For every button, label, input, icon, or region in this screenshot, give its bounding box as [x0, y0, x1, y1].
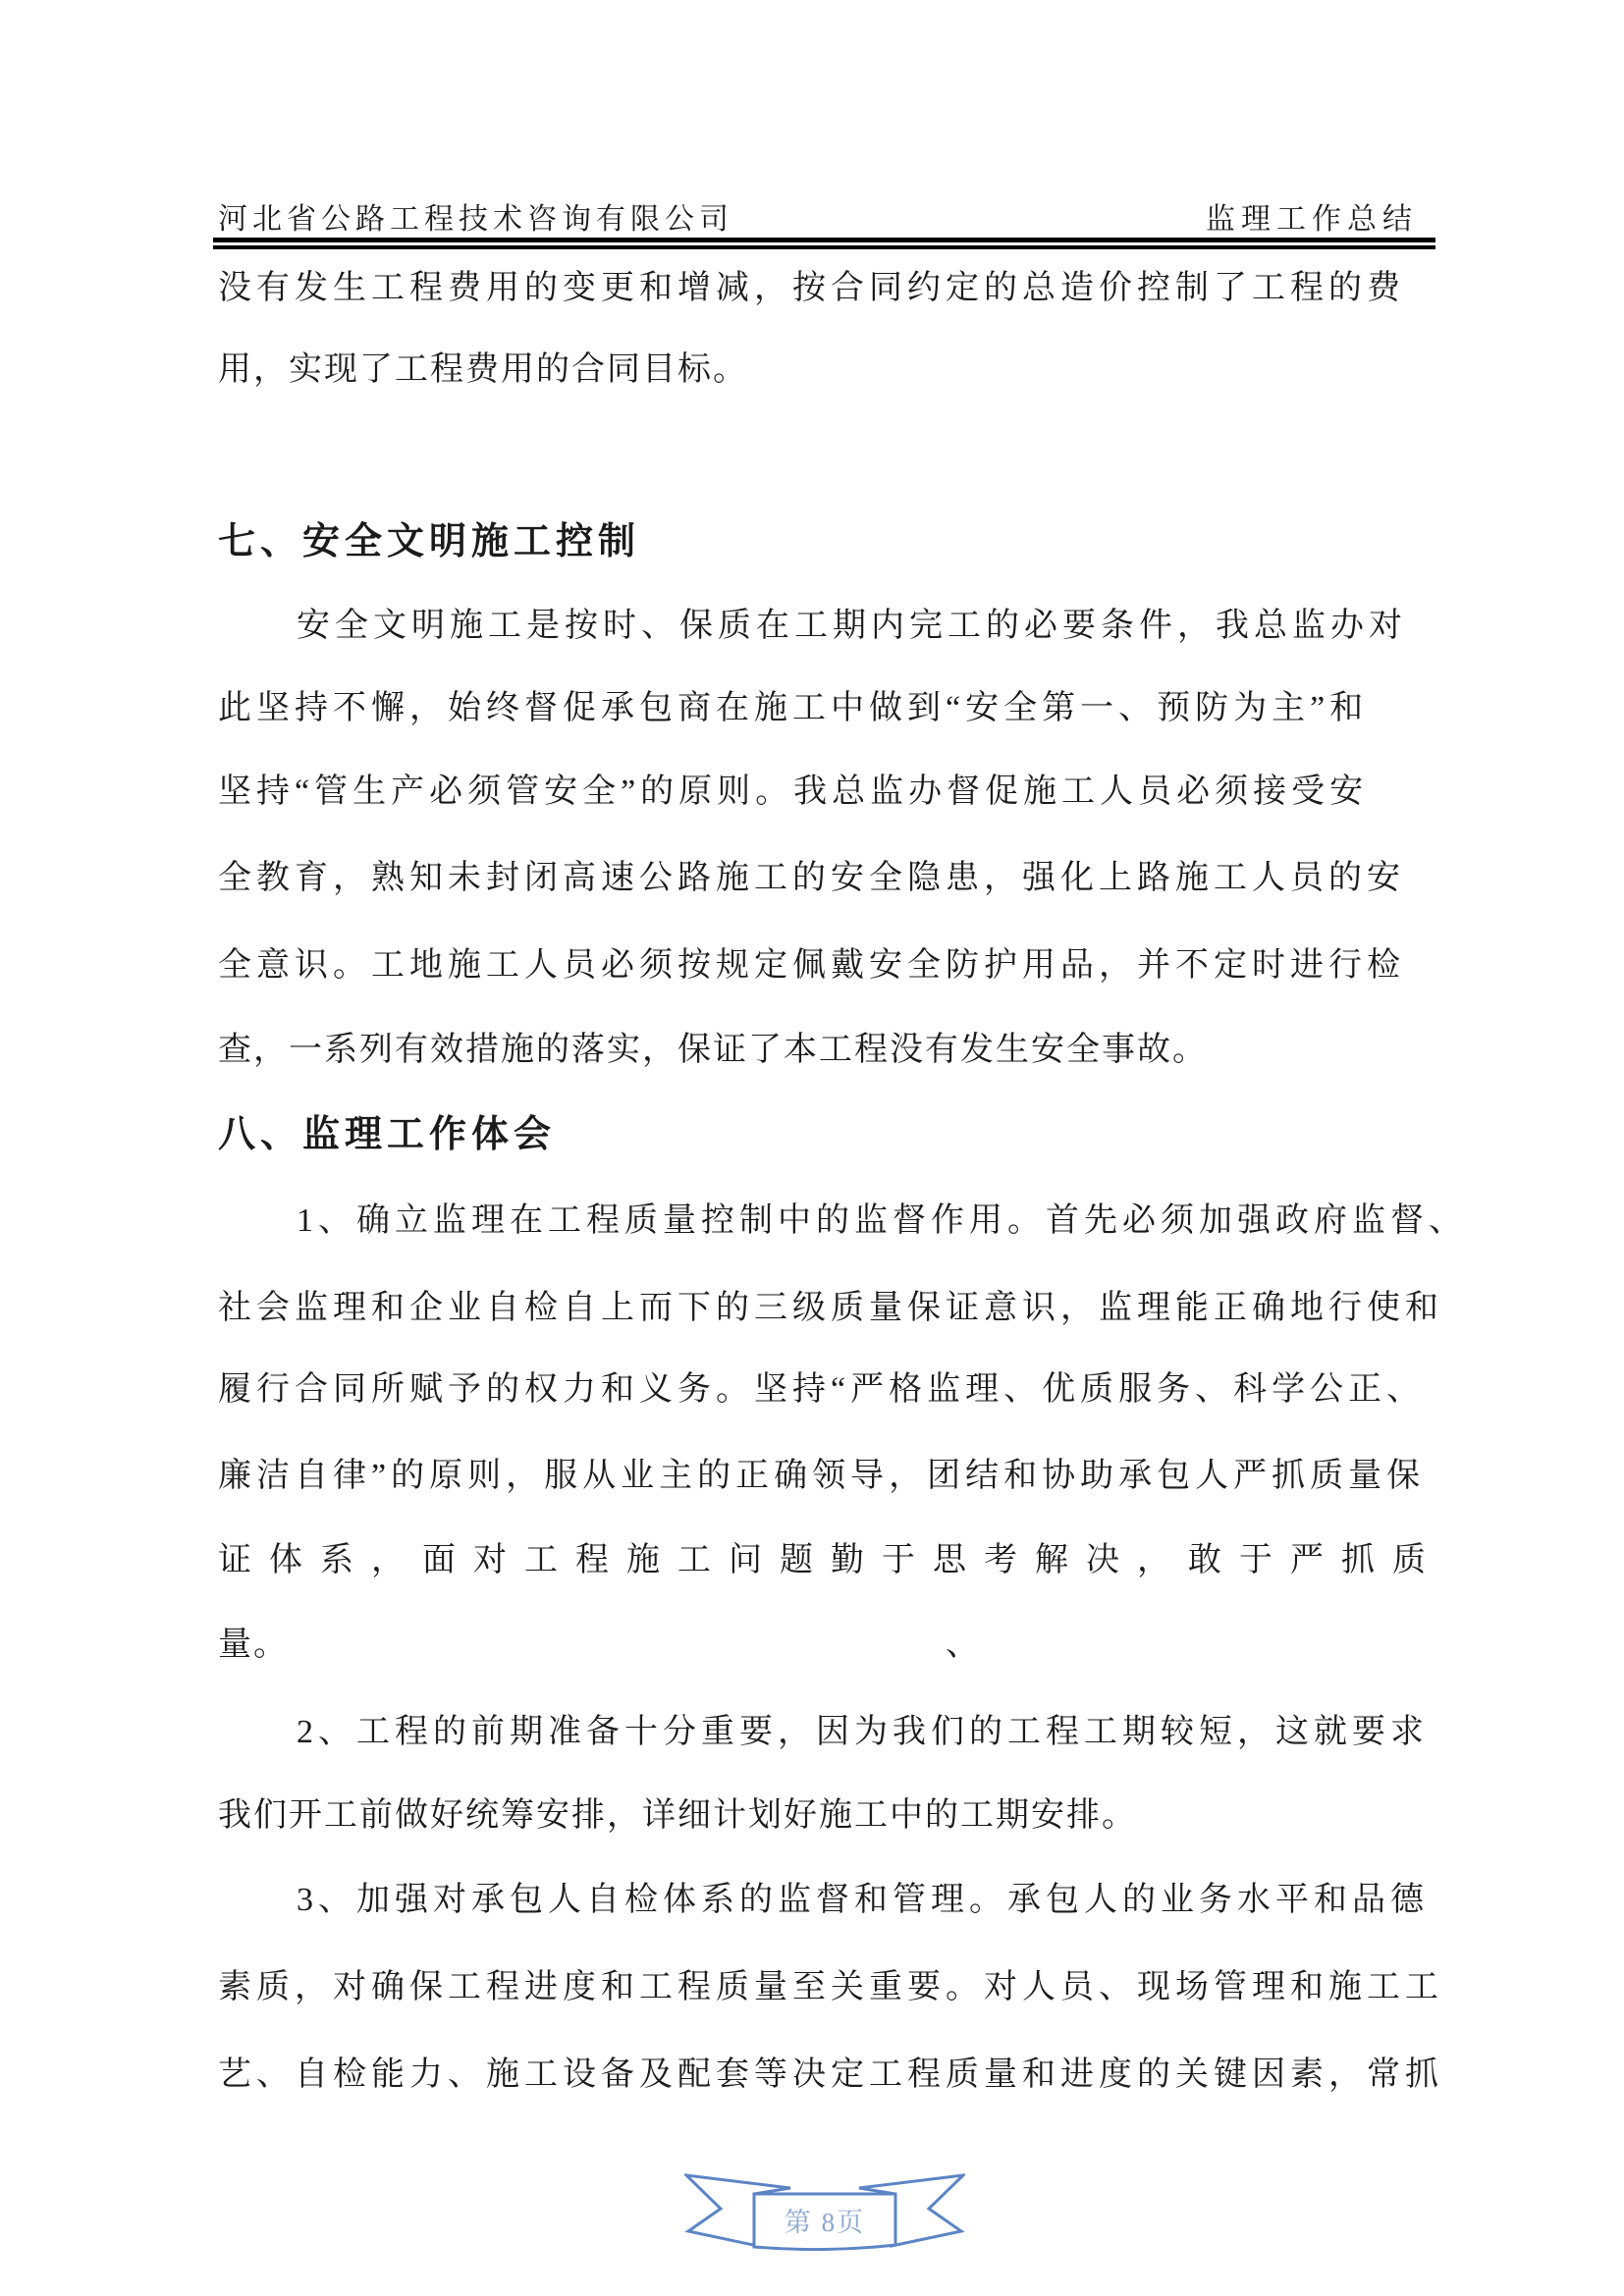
- header-doc-title: 监理工作总结: [1206, 203, 1418, 236]
- header-company-name: 河北省公路工程技术咨询有限公司: [218, 203, 733, 236]
- section-heading: 八、监理工作体会: [218, 1114, 557, 1155]
- body-line: 1、确立监理在工程质量控制中的监督作用。首先必须加强政府监督、: [297, 1202, 1467, 1239]
- header-divider: [213, 238, 1435, 249]
- body-line: 证体系，面对工程施工问题勤于思考解决，敢于严抓质: [218, 1542, 1443, 1578]
- page-number-ribbon: [684, 2172, 965, 2251]
- body-line: 履行合同所赋予的权力和义务。坚持“严格监理、优质服务、科学公正、: [218, 1371, 1426, 1408]
- body-line: 全教育，熟知未封闭高速公路施工的安全隐患，强化上路施工人员的安: [218, 860, 1405, 896]
- header-divider-thin-line: [213, 245, 1435, 249]
- body-line: 社会监理和企业自检自上而下的三级质量保证意识，监理能正确地行使和: [218, 1290, 1443, 1326]
- body-line: 廉洁自律”的原则，服从业主的正确领导，团结和协助承包人严抓质量保: [218, 1458, 1426, 1494]
- ribbon-banner-icon: [684, 2172, 965, 2251]
- body-line: 量。: [218, 1627, 289, 1663]
- body-line: 2、工程的前期准备十分重要，因为我们的工程工期较短，这就要求: [297, 1714, 1429, 1750]
- section-heading: 七、安全文明施工控制: [218, 521, 641, 562]
- body-line: 没有发生工程费用的变更和增减，按合同约定的总造价控制了工程的费: [218, 270, 1405, 306]
- body-line: 此坚持不懈，始终督促承包商在施工中做到“安全第一、预防为主”和: [218, 690, 1369, 726]
- stray-punctuation-mark: 、: [946, 1627, 979, 1663]
- body-line: 用，实现了工程费用的合同目标。: [218, 351, 748, 388]
- body-line: 3、加强对承包人自检体系的监督和管理。承包人的业务水平和品德: [297, 1882, 1429, 1918]
- body-line: 全意识。工地施工人员必须按规定佩戴安全防护用品，并不定时进行检: [218, 947, 1405, 984]
- body-line: 我们开工前做好统筹安排，详细计划好施工中的工期安排。: [218, 1797, 1137, 1834]
- body-line: 查，一系列有效措施的落实，保证了本工程没有发生安全事故。: [218, 1032, 1208, 1068]
- body-line: 坚持“管生产必须管安全”的原则。我总监办督促施工人员必须接受安: [218, 774, 1369, 810]
- page-number-label: 第 8页: [784, 2208, 866, 2237]
- body-line: 素质，对确保工程进度和工程质量至关重要。对人员、现场管理和施工工: [218, 1969, 1443, 2005]
- header-divider-thick-line: [213, 238, 1435, 242]
- body-line: 安全文明施工是按时、保质在工期内完工的必要条件，我总监办对: [297, 608, 1407, 644]
- body-line: 艺、自检能力、施工设备及配套等决定工程质量和进度的关键因素，常抓: [218, 2056, 1443, 2093]
